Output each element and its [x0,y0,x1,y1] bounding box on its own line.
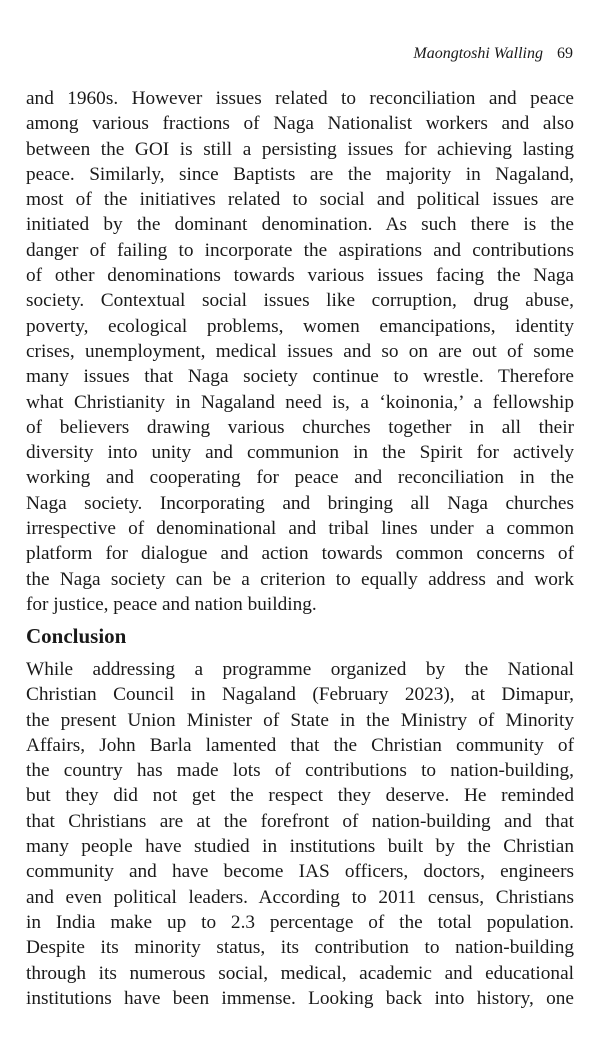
text-line: community and have become IAS officers, doctors, engineers [26,861,574,883]
text-line: of other denominations towards various issues facing the Naga [26,265,574,287]
text-line: but they did not get the respect they deserve. He reminded [26,785,574,807]
text-line: irrespective of denominational and tribal lines under a common [26,518,574,540]
text-line: peace. Similarly, since Baptists are the majority in Nagaland, [26,163,574,185]
text-line: Naga society. Incorporating and bringing all Naga churches [26,492,574,514]
text-line: platform for dialogue and action towards common concerns of [26,543,574,565]
text-line: through its numerous social, medical, academic and educational [26,962,574,984]
text-line: society. Contextual social issues like corruption, drug abuse, [26,290,574,312]
text-line: that Christians are at the forefront of nation-building and that [26,810,574,832]
text-line: diversity into unity and communion in the Spirit for actively [26,442,574,464]
header-author: Maongtoshi Walling [413,45,543,62]
page-number: 69 [557,45,573,62]
text-line: Christian Council in Nagaland (February 2023), at Dimapur, [26,684,574,706]
text-line: Despite its minority status, its contribution to nation-building [26,937,574,959]
text-line: initiated by the dominant denomination. As such there is the [26,214,574,236]
paragraph-continued [26,86,574,617]
text-line: and 1960s. However issues related to reconciliation and peace [26,88,574,109]
running-header [413,44,573,64]
text-line: many people have studied in institutions built by the Christian [26,836,574,858]
text-line: While addressing a programme organized by the National [26,659,574,680]
text-line: of believers drawing various churches together in all their [26,416,574,438]
text-line: in India make up to 2.3 percentage of the total population. [26,911,574,933]
text-line: poverty, ecological problems, women emancipations, identity [26,315,574,337]
text-line: Affairs, John Barla lamented that the Christian community of [26,734,574,756]
text-line: the present Union Minister of State in the Ministry of Minority [26,709,574,731]
text-line: institutions have been immense. Looking back into history, one [26,987,574,1009]
text-line: working and cooperating for peace and reconciliation in the [26,467,574,489]
text-line: many issues that Naga society continue to wrestle. Therefore [26,366,574,388]
paragraph-conclusion [26,657,574,1011]
text-line: most of the initiatives related to social and political issues are [26,189,574,211]
text-line: for justice, peace and nation building. [26,593,317,615]
text-line: the country has made lots of contributions to nation-building, [26,760,574,782]
text-line: danger of failing to incorporate the aspirations and contributions [26,239,574,261]
section-heading-conclusion: Conclusion [26,624,127,648]
text-line: the Naga society can be a criterion to equally address and work [26,568,574,590]
text-line: among various fractions of Naga Nationalist workers and also [26,113,574,135]
text-line: between the GOI is still a persisting issues for achieving lasting [26,138,574,160]
text-line: crises, unemployment, medical issues and so on are out of some [26,340,574,362]
text-line: and even political leaders. According to 2011 census, Christians [26,886,574,908]
text-line: what Christianity in Nagaland need is, a ‘koinonia,’ a fellowship [26,391,574,413]
